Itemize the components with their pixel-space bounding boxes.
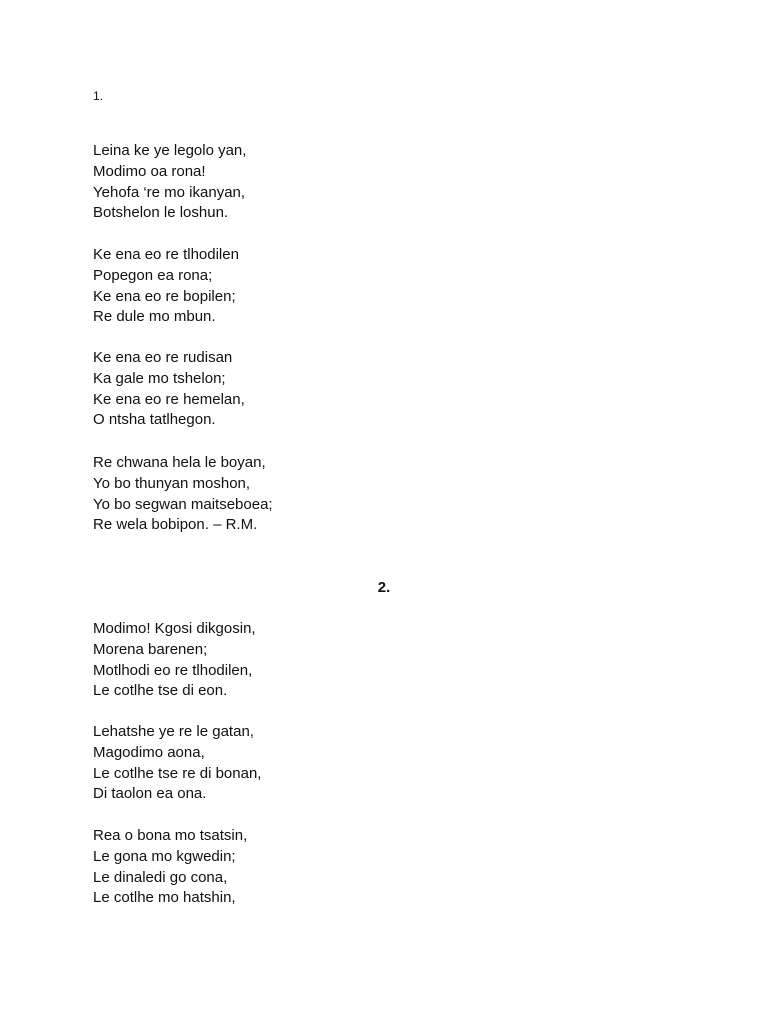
verse-line: Magodimo aona, xyxy=(93,743,205,761)
verse-line: Motlhodi eo re tlhodilen, xyxy=(93,661,253,679)
hymn-2-stanza-3 xyxy=(93,826,247,909)
verse-line: Modimo oa rona! xyxy=(93,162,206,180)
verse-line: Botshelon le loshun. xyxy=(93,204,229,222)
verse-line: Leina ke ye legolo yan, xyxy=(93,142,247,159)
hymn-2-stanza-2 xyxy=(93,722,261,805)
verse-line: Ka gale mo tshelon; xyxy=(93,369,226,387)
hymn-2-stanza-1 xyxy=(93,619,256,702)
verse-line: Lehatshe ye re le gatan, xyxy=(93,723,254,740)
verse-line: Le gona mo kgwedin; xyxy=(93,847,236,865)
hymn-number-2-label: 2. xyxy=(377,579,391,596)
verse-line: Morena barenen; xyxy=(93,640,208,658)
verse-line: Re wela bobipon. – R.M. xyxy=(93,516,258,534)
verse-line: Di taolon ea ona. xyxy=(93,785,207,803)
verse-line: Yo bo segwan maitseboea; xyxy=(93,495,273,513)
verse-line: Ke ena eo re rudisan xyxy=(93,349,233,366)
verse-line: O ntsha tatlhegon. xyxy=(93,411,216,429)
verse-line: Yo bo thunyan moshon, xyxy=(93,474,251,492)
verse-line: Popegon ea rona; xyxy=(93,266,213,284)
hymn-number-1: 1. xyxy=(93,89,104,103)
verse-line: Le cotlhe tse re di bonan, xyxy=(93,764,262,782)
hymn-number-2 xyxy=(0,579,768,597)
verse-line: Rea o bona mo tsatsin, xyxy=(93,827,248,844)
verse-line: Ke ena eo re bopilen; xyxy=(93,287,236,305)
hymn-1-stanza-3 xyxy=(93,348,245,431)
verse-line: Le dinaledi go cona, xyxy=(93,868,228,886)
verse-line: Le cotlhe tse di eon. xyxy=(93,682,228,700)
verse-line: Ke ena eo re hemelan, xyxy=(93,390,245,408)
hymn-1-stanza-2 xyxy=(93,245,239,328)
verse-line: Re chwana hela le boyan, xyxy=(93,454,266,471)
verse-line: Le cotlhe mo hatshin, xyxy=(93,889,236,907)
verse-line: Ke ena eo re tlhodilen xyxy=(93,246,239,263)
verse-line: Modimo! Kgosi dikgosin, xyxy=(93,620,256,637)
verse-line: Yehofa ‘re mo ikanyan, xyxy=(93,183,246,201)
verse-line: Re dule mo mbun. xyxy=(93,308,216,326)
hymn-1-stanza-1 xyxy=(93,141,246,224)
hymn-1-stanza-4 xyxy=(93,453,273,536)
